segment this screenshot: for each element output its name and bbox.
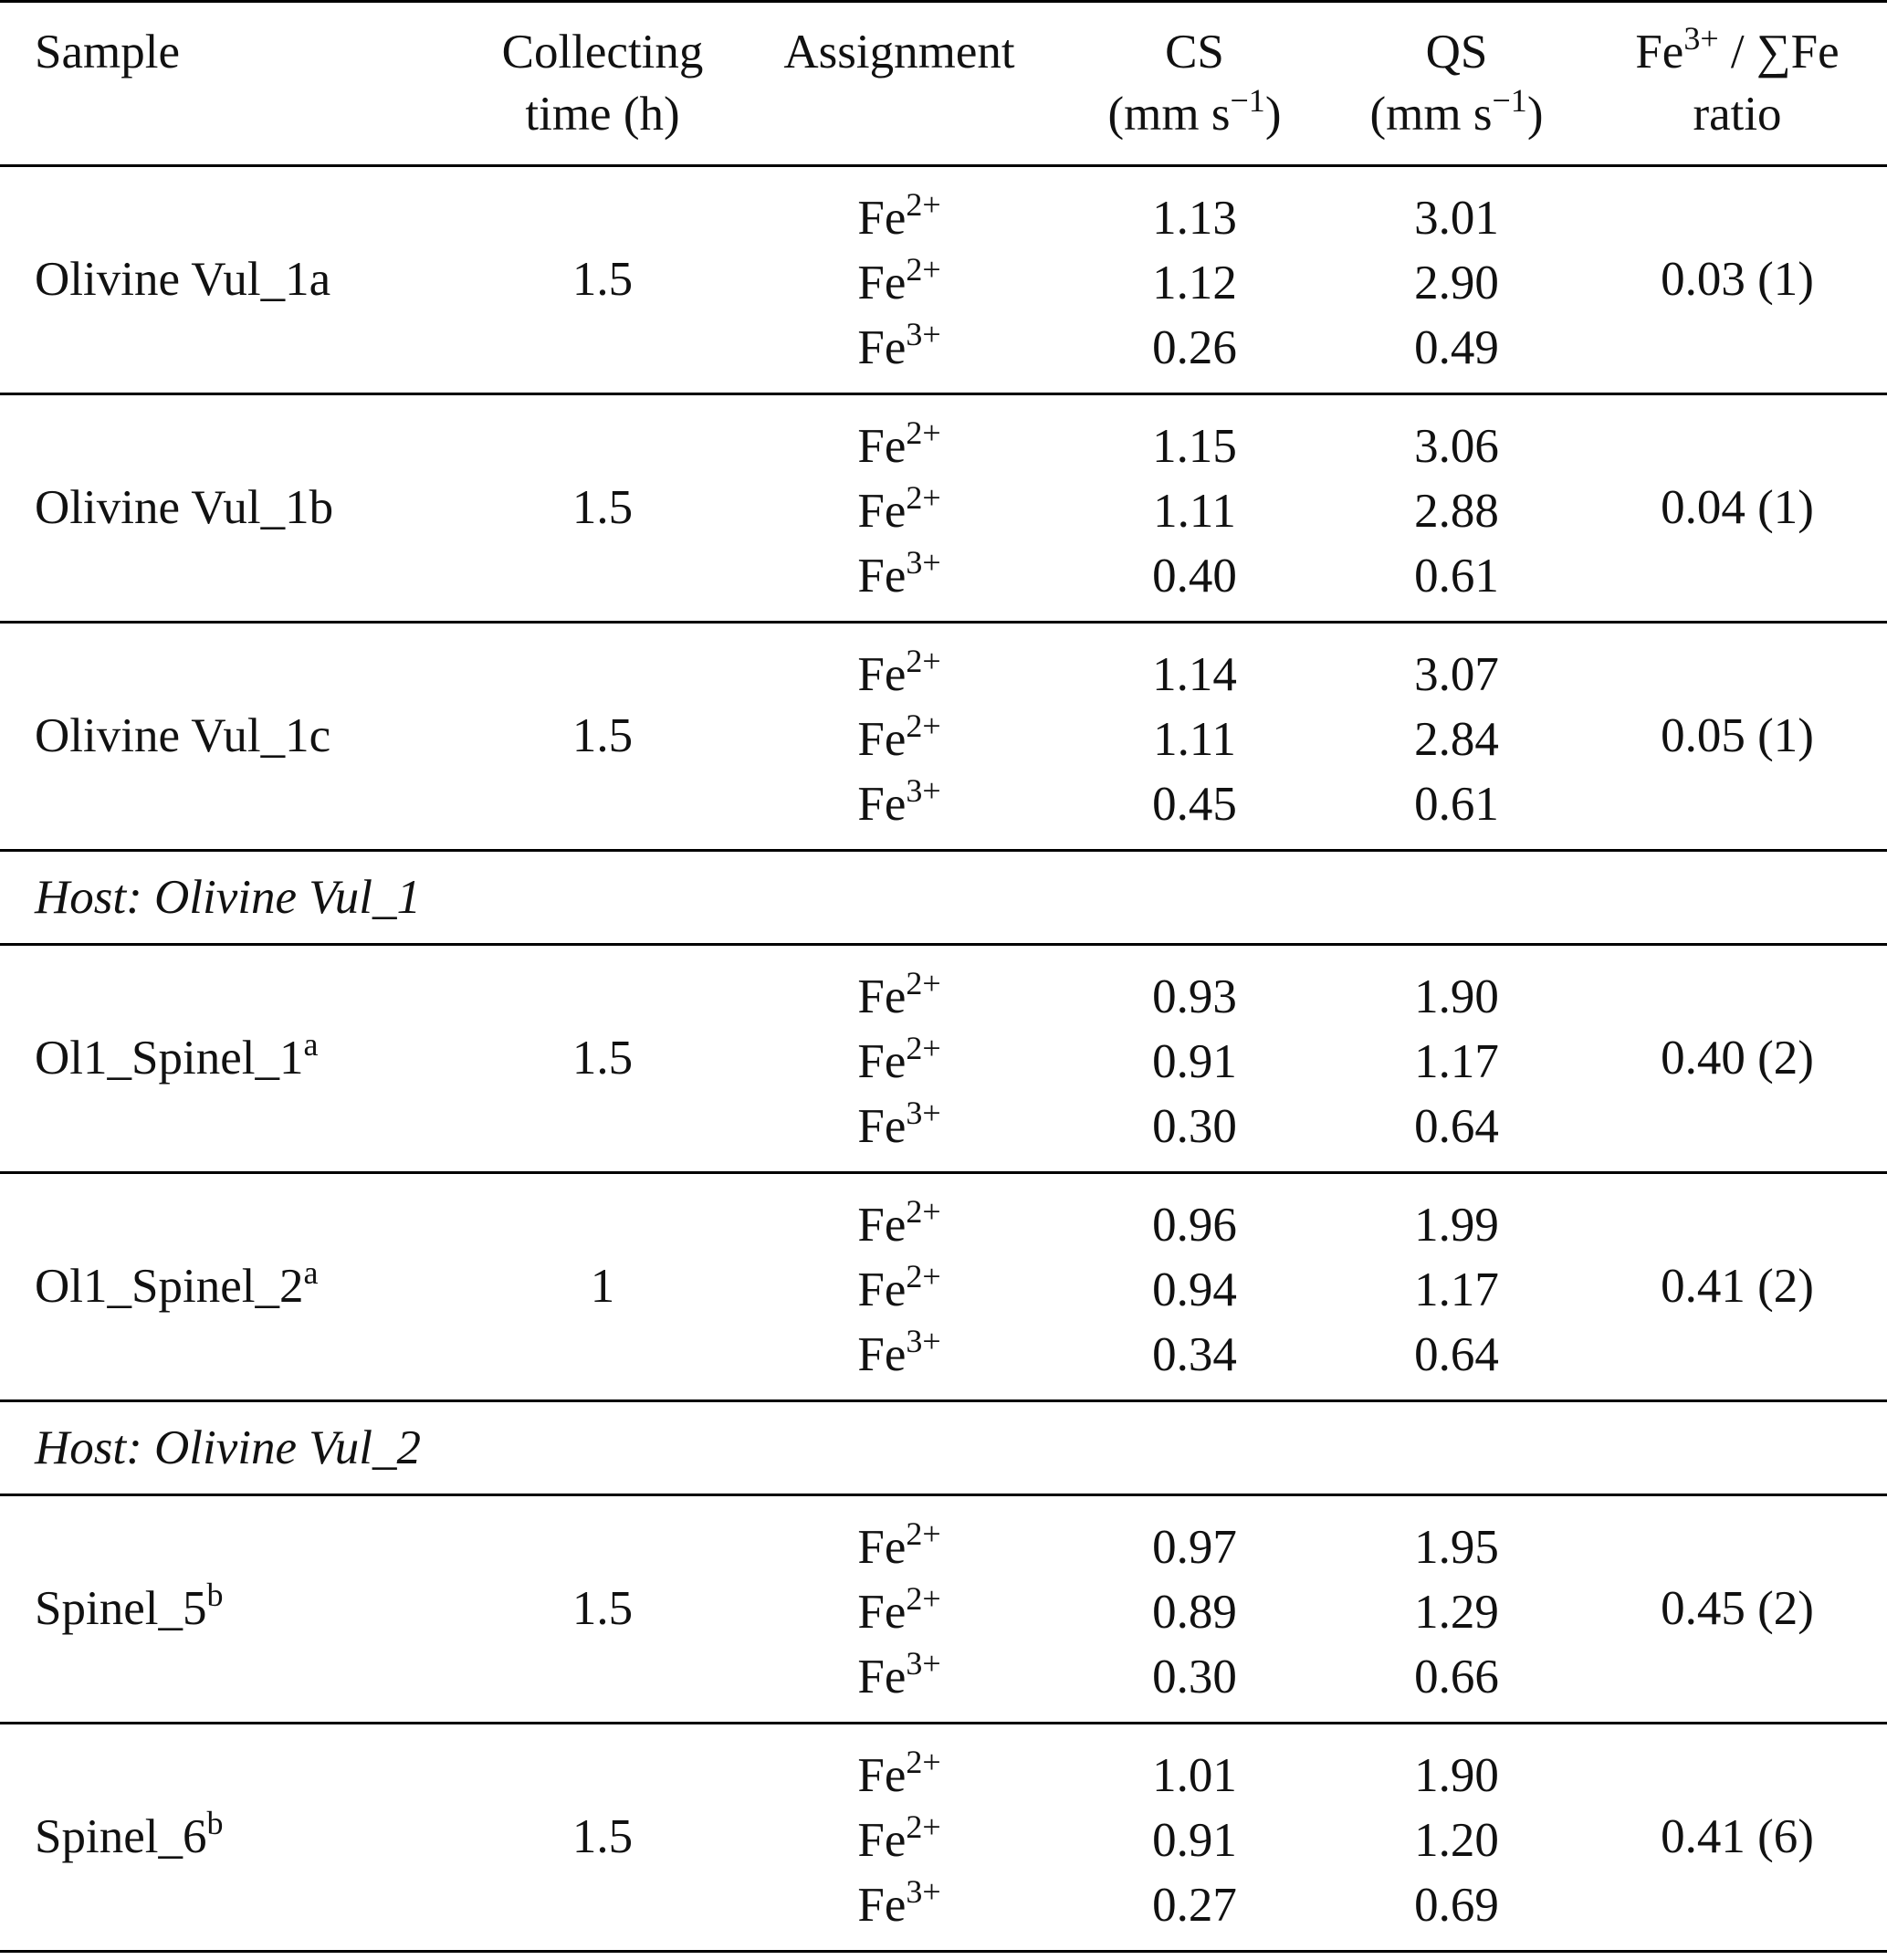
header-time-line1: Collecting [501, 26, 704, 79]
sample-group [0, 945, 1887, 1173]
table-header [0, 2, 1887, 166]
table-row [0, 1724, 1887, 1952]
sample-name-text: Olivine Vul_1c [35, 709, 331, 762]
assignment-element: Fe [857, 648, 907, 701]
assignment [735, 166, 1064, 394]
cs-values [1064, 1495, 1326, 1724]
cs-values [1064, 394, 1326, 623]
qs-value: 1.17 [1414, 1035, 1499, 1088]
assignment-element: Fe [857, 1651, 907, 1703]
cs-value: 0.30 [1152, 1100, 1237, 1153]
sample-group [0, 166, 1887, 394]
assignment-element: Fe [857, 1328, 907, 1381]
assignment-item [736, 1193, 1063, 1258]
assignment-element: Fe [857, 1263, 907, 1316]
assignment-valence: 2+ [906, 479, 941, 516]
cs-value: 1.13 [1152, 192, 1237, 245]
assignment-element: Fe [857, 1100, 907, 1153]
cs-value: 0.26 [1152, 321, 1237, 374]
cs-values [1064, 945, 1326, 1173]
assignment-item [736, 1873, 1063, 1938]
cs-value: 1.12 [1152, 257, 1237, 309]
qs-value: 2.88 [1414, 485, 1499, 538]
header-sample [0, 2, 470, 166]
sample-name-text: Ol1_Spinel_1 [35, 1032, 304, 1085]
assignment-element: Fe [857, 257, 907, 309]
assignment-item [736, 1030, 1063, 1095]
qs-value: 3.07 [1414, 648, 1499, 701]
sample-name-text: Olivine Vul_1a [35, 253, 331, 306]
qs-value: 1.95 [1414, 1521, 1499, 1574]
collecting-time: 1.5 [470, 1724, 735, 1952]
assignment-item [736, 1645, 1063, 1710]
assignment-valence: 3+ [906, 1873, 941, 1910]
sample-name [0, 1495, 470, 1724]
assignment-item [736, 1258, 1063, 1323]
qs-values [1326, 166, 1588, 394]
assignment-valence: 3+ [906, 772, 941, 809]
qs-values [1326, 623, 1588, 851]
assignment [735, 1724, 1064, 1952]
header-cs [1064, 2, 1326, 166]
table-row [0, 166, 1887, 394]
assignment-element: Fe [857, 1879, 907, 1932]
assignment [735, 394, 1064, 623]
header-sample-label: Sample [35, 26, 180, 79]
sample-name-text: Olivine Vul_1b [35, 481, 334, 534]
sample-name [0, 1173, 470, 1401]
fe-ratio: 0.41 (2) [1588, 1173, 1887, 1401]
qs-value: 3.06 [1414, 420, 1499, 473]
collecting-time: 1 [470, 1173, 735, 1401]
assignment-valence: 2+ [906, 1193, 941, 1230]
assignment [735, 1173, 1064, 1401]
collecting-time: 1.5 [470, 1495, 735, 1724]
qs-value: 0.64 [1414, 1328, 1499, 1381]
assignment-valence: 2+ [906, 414, 941, 451]
qs-value: 1.29 [1414, 1586, 1499, 1639]
header-cs-label: CS [1165, 26, 1224, 79]
qs-value: 3.01 [1414, 192, 1499, 245]
cs-value: 0.91 [1152, 1035, 1237, 1088]
assignment [735, 945, 1064, 1173]
fe-ratio: 0.05 (1) [1588, 623, 1887, 851]
cs-value: 0.40 [1152, 550, 1237, 603]
header-qs-unit: (mm $s^{-1}$) [1369, 82, 1544, 141]
sample-footnote-marker: b [206, 1805, 224, 1841]
sample-group [0, 1495, 1887, 1724]
cs-value: 0.34 [1152, 1328, 1237, 1381]
cs-value: 0.94 [1152, 1263, 1237, 1316]
cs-value: 0.89 [1152, 1586, 1237, 1639]
qs-value: 0.49 [1414, 321, 1499, 374]
sample-group [0, 623, 1887, 851]
assignment-element: Fe [857, 1586, 907, 1639]
assignment-valence: 3+ [906, 316, 941, 352]
assignment-element: Fe [857, 1035, 907, 1088]
assignment-valence: 2+ [906, 186, 941, 223]
fe-ratio: 0.45 (2) [1588, 1495, 1887, 1724]
host-label: Host: Olivine Vul_2 [0, 1401, 1887, 1495]
assignment [735, 623, 1064, 851]
sample-name-text: Spinel_5 [35, 1582, 207, 1635]
cs-value: 0.96 [1152, 1199, 1237, 1252]
assignment-valence: 3+ [906, 1645, 941, 1682]
assignment-item [736, 643, 1063, 707]
qs-values [1326, 945, 1588, 1173]
cs-value: 1.11 [1153, 713, 1236, 766]
header-cs-unit: (mm $s^{-1}$) [1107, 82, 1282, 141]
assignment-element: Fe [857, 1749, 907, 1802]
assignment-valence: 2+ [906, 1580, 941, 1617]
cs-value: 0.30 [1152, 1651, 1237, 1703]
assignment-item [736, 414, 1063, 479]
cs-value: 0.97 [1152, 1521, 1237, 1574]
header-assignment-label: Assignment [783, 26, 1015, 79]
cs-values [1064, 166, 1326, 394]
host-row [0, 851, 1887, 945]
qs-value: 1.90 [1414, 1749, 1499, 1802]
table-row [0, 1495, 1887, 1724]
sample-name [0, 945, 470, 1173]
assignment-element: Fe [857, 420, 907, 473]
assignment-valence: 2+ [906, 251, 941, 288]
cs-values [1064, 1173, 1326, 1401]
cs-values [1064, 1724, 1326, 1952]
qs-value: 1.17 [1414, 1263, 1499, 1316]
sample-footnote-marker: b [206, 1577, 224, 1613]
fe-ratio: 0.41 (6) [1588, 1724, 1887, 1952]
assignment-item [736, 1744, 1063, 1808]
sample-group [0, 1724, 1887, 1952]
assignment-element: Fe [857, 970, 907, 1023]
assignment-element: Fe [857, 485, 907, 538]
header-row [0, 2, 1887, 166]
header-assignment [735, 2, 1064, 166]
collecting-time: 1.5 [470, 623, 735, 851]
collecting-time: 1.5 [470, 166, 735, 394]
assignment-valence: 3+ [906, 1095, 941, 1131]
header-ratio-line1: $Fe^{3+} / \sum Fe$ [1635, 20, 1840, 79]
qs-value: 1.90 [1414, 970, 1499, 1023]
header-collecting-time [470, 2, 735, 166]
assignment-item [736, 707, 1063, 772]
cs-value: 0.93 [1152, 970, 1237, 1023]
qs-values [1326, 394, 1588, 623]
qs-values [1326, 1724, 1588, 1952]
assignment-item [736, 186, 1063, 251]
assignment-valence: 2+ [906, 1030, 941, 1066]
qs-values [1326, 1495, 1588, 1724]
assignment-element: Fe [857, 550, 907, 603]
cs-value: 1.11 [1153, 485, 1236, 538]
cs-value: 1.15 [1152, 420, 1237, 473]
cs-value: 0.45 [1152, 778, 1237, 831]
header-qs-label: QS [1425, 26, 1488, 79]
fe-ratio: 0.03 (1) [1588, 166, 1887, 394]
assignment-item [736, 1323, 1063, 1388]
header-fe-ratio [1588, 2, 1887, 166]
assignment-item [736, 251, 1063, 316]
assignment-valence: 2+ [906, 1744, 941, 1780]
cs-value: 1.01 [1152, 1749, 1237, 1802]
assignment [735, 1495, 1064, 1724]
assignment-item [736, 772, 1063, 837]
assignment-element: Fe [857, 1521, 907, 1574]
sample-group [0, 394, 1887, 623]
assignment-element: Fe [857, 713, 907, 766]
qs-value: 2.84 [1414, 713, 1499, 766]
qs-value: 1.20 [1414, 1814, 1499, 1867]
assignment-valence: 3+ [906, 544, 941, 581]
cs-value: 1.14 [1152, 648, 1237, 701]
qs-value: 0.69 [1414, 1879, 1499, 1932]
qs-value: 2.90 [1414, 257, 1499, 309]
table-row [0, 1173, 1887, 1401]
table-row [0, 945, 1887, 1173]
sample-footnote-marker: a [303, 1026, 319, 1063]
assignment-element: Fe [857, 321, 907, 374]
qs-value: 0.64 [1414, 1100, 1499, 1153]
assignment-valence: 3+ [906, 1323, 941, 1359]
fe-ratio: 0.04 (1) [1588, 394, 1887, 623]
host-group [0, 1401, 1887, 1495]
assignment-valence: 2+ [906, 1258, 941, 1294]
assignment-valence: 2+ [906, 1808, 941, 1845]
cs-value: 0.91 [1152, 1814, 1237, 1867]
assignment-item [736, 1580, 1063, 1645]
host-group [0, 851, 1887, 945]
header-ratio-line2: ratio [1693, 88, 1782, 141]
assignment-element: Fe [857, 1199, 907, 1252]
header-time-line2: time (h) [525, 88, 680, 141]
collecting-time: 1.5 [470, 945, 735, 1173]
collecting-time: 1.5 [470, 394, 735, 623]
qs-value: 0.61 [1414, 778, 1499, 831]
assignment-item [736, 479, 1063, 544]
header-qs [1326, 2, 1588, 166]
sample-name [0, 623, 470, 851]
assignment-valence: 2+ [906, 643, 941, 679]
assignment-item [736, 316, 1063, 381]
assignment-valence: 2+ [906, 1515, 941, 1552]
sample-name [0, 394, 470, 623]
table-row [0, 623, 1887, 851]
assignment-element: Fe [857, 1814, 907, 1867]
sample-name-text: Ol1_Spinel_2 [35, 1260, 304, 1313]
assignment-item [736, 1808, 1063, 1873]
assignment-item [736, 1095, 1063, 1159]
assignment-item [736, 544, 1063, 609]
sample-name-text: Spinel_6 [35, 1810, 207, 1863]
qs-values [1326, 1173, 1588, 1401]
cs-values [1064, 623, 1326, 851]
assignment-valence: 2+ [906, 707, 941, 744]
assignment-valence: 2+ [906, 965, 941, 1001]
sample-group [0, 1173, 1887, 1401]
qs-value: 1.99 [1414, 1199, 1499, 1252]
qs-value: 0.61 [1414, 550, 1499, 603]
sample-name [0, 166, 470, 394]
host-row [0, 1401, 1887, 1495]
qs-value: 0.66 [1414, 1651, 1499, 1703]
cs-value: 0.27 [1152, 1879, 1237, 1932]
fe-ratio: 0.40 (2) [1588, 945, 1887, 1173]
sample-name [0, 1724, 470, 1952]
sample-footnote-marker: a [303, 1254, 319, 1291]
assignment-item [736, 965, 1063, 1030]
table-row [0, 394, 1887, 623]
assignment-element: Fe [857, 778, 907, 831]
host-label: Host: Olivine Vul_1 [0, 851, 1887, 945]
assignment-element: Fe [857, 192, 907, 245]
assignment-item [736, 1515, 1063, 1580]
